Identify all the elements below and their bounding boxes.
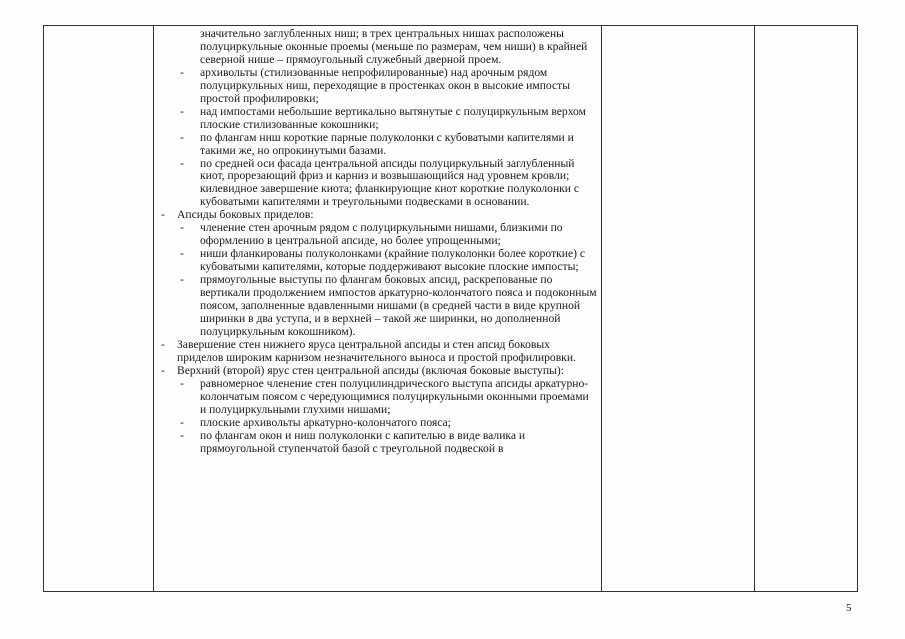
list-bullet: - [180,247,184,261]
list-item-text: по флангам ниш короткие парные полуколонки с кубоватыми капителями и такими же, но опрокинутыми базами. [200,130,574,157]
list-item-text: прямоугольные выступы по флангам боковых апсид, раскрепованые по вертикали продолжением импостов аркатурно-колончатого пояса и подоконным поясом, заполненные вдавленными нишами (в средней части в виде крупной ширинки в два уступа, и в верхней – такой же ширинки, но дополненной полуциркульным кокошником). [200,273,597,338]
list-bullet: - [180,376,184,390]
list-item [155,132,597,158]
list-item-text: Апсиды боковых приделов: [177,208,314,222]
table-column-divider [754,26,755,591]
list-item [155,430,597,456]
list-item [155,67,597,106]
list-item [155,222,597,248]
list-bullet: - [180,104,184,118]
list-item [155,274,597,339]
list-item [155,158,597,210]
list-item [155,378,597,417]
list-item-text: членение стен арочным рядом с полуциркульными нишами, близкими по оформлению в центральной апсиде, но более упрощенными; [200,221,563,248]
list-item-text: значительно заглубленных ниш; в трех центральных нишах расположены полуциркульные оконные проемы (меньше по размерам, чем ниши) в крайней северной нише – прямоугольный служебный дверной проем. [200,27,588,66]
list-bullet: - [180,221,184,235]
list-bullet: - [180,156,184,170]
list-bullet: - [180,415,184,429]
list-item-text: над импостами небольшие вертикально вытянутые с полуциркульным верхом плоские стилизованные кокошники; [200,104,586,131]
list-bullet: - [180,65,184,79]
list-item [155,106,597,132]
list-item-text: ниши фланкированы полуколонками (крайние полуколонки более короткие) с кубоватыми капителями, которые поддерживают высокие плоские импосты; [200,247,586,274]
list-bullet: - [180,273,184,287]
table-column-divider [153,26,154,591]
page-number: 5 [846,602,852,614]
list-item [155,339,597,365]
table-column-divider [601,26,602,591]
list-item [155,248,597,274]
list-bullet: - [161,208,165,222]
list-bullet: - [161,337,165,351]
document-table [43,25,858,592]
description-text-cell [155,28,597,455]
list-item [155,28,597,67]
list-bullet: - [180,130,184,144]
list-item-text: плоские архивольты аркатурно-колончатого пояса; [200,415,451,429]
list-item-text: Завершение стен нижнего яруса центральной апсиды и стен апсид боковых приделов широким карнизом незначительного выноса и простой профилировки. [177,337,576,364]
list-item-text: Верхний (второй) ярус стен центральной апсиды (включая боковые выступы): [177,363,564,377]
list-bullet: - [180,428,184,442]
list-item-text: по флангам окон и ниш полуколонки с капителью в виде валика и прямоугольной ступенчатой базой с треугольной подвеской в [200,428,526,455]
list-item-text: архивольты (стилизованные непрофилированные) над арочным рядом полуциркульных ниш, переходящие в простенках окон в высокие импосты простой профилировки; [200,65,571,105]
list-item-text: равномерное членение стен полуцилиндрического выступа апсиды аркатурно-колончатым поясом с чередующимися полуциркульными оконными проемами и полуциркульными глухими нишами; [200,376,589,416]
list-bullet: - [161,363,165,377]
list-item-text: по средней оси фасада центральной апсиды полуциркульный заглубленный киот, прорезающий фриз и карниз и возвышающийся над уровнем кровли; килевидное завершение киота; фланкирующие киот короткие полуколонки с кубоватыми капителями и треугольными подвесками в основании. [200,156,580,209]
